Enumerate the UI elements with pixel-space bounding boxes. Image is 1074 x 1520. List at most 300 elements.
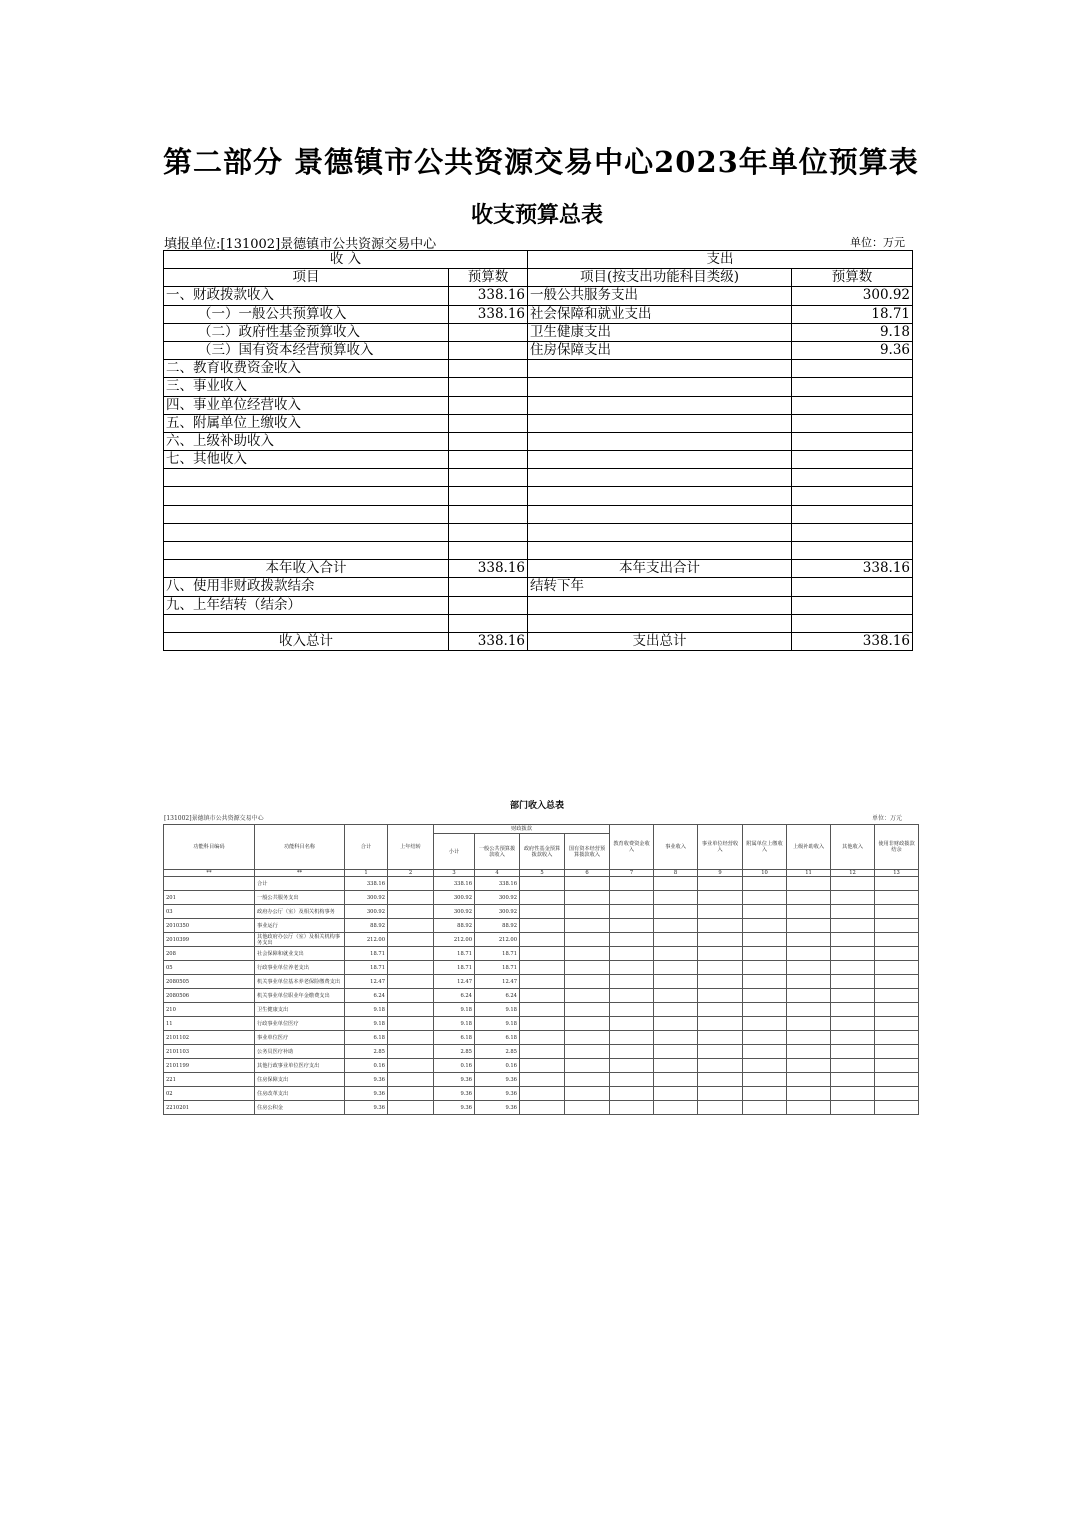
empty-cell [787,905,831,919]
empty-cell [875,1073,919,1087]
year-expense-total-label: 本年支出合计 [528,560,792,578]
expense-item [528,360,792,378]
row-name: 机关事业单位职业年金缴费支出 [255,989,345,1003]
empty-cell [520,905,565,919]
income-row [164,877,919,891]
row-total: 18.71 [345,961,388,975]
row-general: 12.47 [475,975,520,989]
empty-cell [743,1101,787,1115]
expense-value [792,542,913,560]
row-last-year [388,1017,434,1031]
index-cell: 10 [743,870,787,877]
page-title: 第二部分 景德镇市公共资源交易中心2023年单位预算表 [163,145,919,179]
income-value [449,487,528,505]
expense-value: 9.36 [792,341,913,359]
row-total: 6.24 [345,989,388,1003]
table1-header-row [164,251,913,269]
empty-cell [520,1059,565,1073]
empty-cell [610,905,654,919]
income-value [449,323,528,341]
empty-cell [698,877,743,891]
row-total: 18.71 [345,947,388,961]
index-row [164,870,919,877]
budget-row [164,323,913,341]
budget-row [164,305,913,323]
empty-cell [654,1003,698,1017]
empty-cell [743,1087,787,1101]
empty-cell [654,1101,698,1115]
empty-cell [565,905,610,919]
table1-title: 收支预算总表 [470,202,603,228]
income-item [164,523,449,541]
row-general: 9.18 [475,1003,520,1017]
row-name: 其他行政事业单位医疗支出 [255,1059,345,1073]
h-other: 其他收入 [831,825,875,870]
grand-total-row [164,632,913,650]
empty-cell [787,989,831,1003]
expense-item [528,451,792,469]
expense-value [792,469,913,487]
row-last-year [388,891,434,905]
empty-cell [875,877,919,891]
empty-cell [565,947,610,961]
row-name: 行政事业单位医疗 [255,1017,345,1031]
h-edu: 教育收费资金收入 [610,825,654,870]
income-row [164,1017,919,1031]
empty-cell [520,933,565,947]
row-general: 338.16 [475,877,520,891]
table2-title: 部门收入总表 [509,801,564,811]
h-business: 事业收入 [654,825,698,870]
income-row [164,919,919,933]
empty-cell [565,1003,610,1017]
row-code: 2101103 [164,1045,255,1059]
row-total: 300.92 [345,905,388,919]
row-last-year [388,1087,434,1101]
empty-cell [875,891,919,905]
row-last-year [388,961,434,975]
h-state: 国有资本经营预算拨款收入 [565,834,610,870]
empty-cell [698,1101,743,1115]
index-cell: 2 [388,870,434,877]
row-name: 机关事业单位基本养老保险缴费支出 [255,975,345,989]
empty-cell [565,1059,610,1073]
income-total: 338.16 [449,632,528,650]
empty-cell [565,891,610,905]
empty-cell [743,989,787,1003]
empty-cell [831,961,875,975]
income-value [449,542,528,560]
row-last-year [388,989,434,1003]
budget-row [164,523,913,541]
index-cell: 7 [610,870,654,877]
row-code: 221 [164,1073,255,1087]
empty-cell [610,933,654,947]
empty-cell [654,975,698,989]
empty-cell [743,891,787,905]
empty-cell [565,989,610,1003]
empty-cell [787,1101,831,1115]
row-total: 9.18 [345,1003,388,1017]
empty-cell [520,961,565,975]
index-cell: 1 [345,870,388,877]
row-subtotal: 9.36 [434,1073,475,1087]
empty-cell [831,975,875,989]
empty-cell [875,1059,919,1073]
row-general: 88.92 [475,919,520,933]
h-fiscal: 财政拨款 [434,825,610,834]
income-item: 七、其他收入 [164,451,449,469]
h-code: 功能科目编码 [164,825,255,870]
empty-cell [520,1003,565,1017]
row-total: 12.47 [345,975,388,989]
empty-cell [875,989,919,1003]
empty-cell [698,891,743,905]
empty-cell [610,1073,654,1087]
budget-row [164,287,913,305]
department-income-table [163,824,919,1115]
row-total: 212.00 [345,933,388,947]
empty-cell [875,1087,919,1101]
row-subtotal: 12.47 [434,975,475,989]
row-subtotal: 9.36 [434,1101,475,1115]
row-subtotal: 9.18 [434,1003,475,1017]
index-cell: 13 [875,870,919,877]
empty-cell [610,1045,654,1059]
expense-value: 9.18 [792,323,913,341]
empty-cell [610,1031,654,1045]
expense-header: 支出 [528,251,913,269]
income-item: 五、附属单位上缴收入 [164,414,449,432]
expense-value [792,396,913,414]
h-general: 一般公共预算拨款收入 [475,834,520,870]
empty-cell [743,975,787,989]
row-last-year [388,1045,434,1059]
empty-cell [610,1101,654,1115]
empty-cell [787,947,831,961]
table1-column-row [164,269,913,287]
empty-cell [654,1017,698,1031]
row-total: 9.18 [345,1017,388,1031]
row-last-year [388,1031,434,1045]
income-row [164,947,919,961]
empty-cell [787,891,831,905]
budget-row [164,414,913,432]
empty-cell [743,919,787,933]
h-operation: 事业单位经营收入 [698,825,743,870]
income-item [164,487,449,505]
budget-row [164,505,913,523]
empty-cell [875,919,919,933]
empty-cell [654,1073,698,1087]
carry-next-label: 结转下年 [528,578,792,596]
row-subtotal: 88.92 [434,919,475,933]
empty-cell [787,1017,831,1031]
empty-cell [743,1003,787,1017]
empty-cell [698,1017,743,1031]
row-general: 0.16 [475,1059,520,1073]
row-name: 住房公积金 [255,1101,345,1115]
empty-cell [787,975,831,989]
empty-cell [698,1073,743,1087]
empty-cell [787,1073,831,1087]
index-cell: ** [164,870,255,877]
row-general: 18.71 [475,961,520,975]
row-name: 一般公共服务支出 [255,891,345,905]
empty-cell [565,1087,610,1101]
income-row [164,891,919,905]
income-row [164,1101,919,1115]
row-subtotal: 2.85 [434,1045,475,1059]
empty-cell [831,1059,875,1073]
empty-cell [743,1073,787,1087]
row-general: 6.24 [475,989,520,1003]
income-item: 三、事业收入 [164,378,449,396]
row-general: 212.00 [475,933,520,947]
row-code: 03 [164,905,255,919]
nonfiscal-label: 八、使用非财政拨款结余 [164,578,449,596]
row-subtotal: 18.71 [434,961,475,975]
expense-item [528,469,792,487]
empty-cell [831,1045,875,1059]
income-item [164,469,449,487]
row-code: 2080506 [164,989,255,1003]
row-subtotal: 300.92 [434,891,475,905]
nonfiscal-row [164,578,913,596]
empty-cell [698,1003,743,1017]
row-code: 2101199 [164,1059,255,1073]
index-cell: 12 [831,870,875,877]
empty-cell [743,961,787,975]
empty-cell [565,1045,610,1059]
empty-cell [520,1073,565,1087]
col-budget: 预算数 [449,269,528,287]
row-code: 2010399 [164,933,255,947]
expense-item [528,542,792,560]
h-name: 功能科目名称 [255,825,345,870]
budget-row [164,451,913,469]
empty-cell [565,1017,610,1031]
empty-cell [698,1031,743,1045]
income-value [449,523,528,541]
empty-cell [831,933,875,947]
empty-cell [654,905,698,919]
expense-item [528,396,792,414]
row-general: 9.36 [475,1087,520,1101]
row-name: 社会保障和就业支出 [255,947,345,961]
table2-currency-label: 单位：万元 [872,815,903,822]
row-code: 210 [164,1003,255,1017]
row-total: 6.18 [345,1031,388,1045]
income-value: 338.16 [449,287,528,305]
income-row [164,1059,919,1073]
row-name: 事业运行 [255,919,345,933]
empty-cell [610,947,654,961]
empty-cell [520,891,565,905]
empty-cell [875,905,919,919]
income-item: 一、财政拨款收入 [164,287,449,305]
expense-value [792,378,913,396]
income-item [164,505,449,523]
index-cell: 3 [434,870,475,877]
expense-item: 社会保障和就业支出 [528,305,792,323]
empty-cell [743,905,787,919]
row-last-year [388,975,434,989]
budget-row [164,341,913,359]
last-year-label: 九、上年结转（结余） [164,596,449,614]
index-cell: 9 [698,870,743,877]
row-code: 02 [164,1087,255,1101]
empty-cell [520,947,565,961]
row-last-year [388,933,434,947]
income-row [164,1045,919,1059]
empty-cell [787,919,831,933]
row-total: 300.92 [345,891,388,905]
empty-cell [875,961,919,975]
income-row [164,905,919,919]
empty-cell [831,1003,875,1017]
blank-row [164,614,913,632]
row-name: 事业单位医疗 [255,1031,345,1045]
expense-item [528,523,792,541]
col-item: 项目 [164,269,449,287]
empty-cell [831,919,875,933]
income-row [164,961,919,975]
empty-cell [875,975,919,989]
row-name: 住房改革支出 [255,1087,345,1101]
empty-cell [610,961,654,975]
empty-cell [520,919,565,933]
empty-cell [610,975,654,989]
empty-cell [698,905,743,919]
income-total-label: 收入总计 [164,632,449,650]
row-last-year [388,1059,434,1073]
empty-cell [520,1087,565,1101]
budget-row [164,396,913,414]
empty-cell [654,989,698,1003]
row-name: 其他政府办公厅（室）及相关机构事务支出 [255,933,345,947]
empty-cell [654,947,698,961]
row-general: 9.36 [475,1073,520,1087]
table1-currency-label: 单位：万元 [850,236,905,249]
row-last-year [388,1073,434,1087]
income-item [164,542,449,560]
index-cell: 11 [787,870,831,877]
empty-cell [743,877,787,891]
row-name: 政府办公厅（室）及相关机构事务 [255,905,345,919]
income-value [449,505,528,523]
expense-item: 卫生健康支出 [528,323,792,341]
row-code: 2080505 [164,975,255,989]
empty-cell [831,1087,875,1101]
row-total: 338.16 [345,877,388,891]
income-row [164,1073,919,1087]
row-code [164,877,255,891]
empty-cell [565,919,610,933]
income-item: 六、上级补助收入 [164,432,449,450]
empty-cell [787,1059,831,1073]
income-value [449,396,528,414]
row-code: 2010350 [164,919,255,933]
budget-row [164,360,913,378]
row-last-year [388,947,434,961]
empty-cell [654,1045,698,1059]
empty-cell [698,1045,743,1059]
year-income-total-label: 本年收入合计 [164,560,449,578]
expense-item [528,432,792,450]
expense-value [792,414,913,432]
income-value [449,432,528,450]
table2-unit-label: [131002]景德镇市公共资源交易中心 [164,815,264,822]
empty-cell [787,933,831,947]
empty-cell [565,975,610,989]
expense-item [528,378,792,396]
empty-cell [875,1045,919,1059]
index-cell: 8 [654,870,698,877]
row-general: 9.18 [475,1017,520,1031]
income-value [449,451,528,469]
budget-row [164,469,913,487]
empty-cell [787,877,831,891]
row-last-year [388,1101,434,1115]
empty-cell [875,947,919,961]
empty-cell [610,1059,654,1073]
empty-cell [698,1059,743,1073]
income-value [449,378,528,396]
budget-row [164,378,913,396]
income-value [449,469,528,487]
expense-item [528,505,792,523]
empty-cell [698,919,743,933]
empty-cell [787,1045,831,1059]
year-income-total: 338.16 [449,560,528,578]
empty-cell [875,1017,919,1031]
income-header: 收 入 [164,251,528,269]
empty-cell [831,905,875,919]
col-expense-budget: 预算数 [792,269,913,287]
empty-cell [875,933,919,947]
row-last-year [388,919,434,933]
year-total-row [164,560,913,578]
empty-cell [520,975,565,989]
expense-total-label: 支出总计 [528,632,792,650]
empty-cell [787,961,831,975]
row-code: 2210201 [164,1101,255,1115]
empty-cell [565,933,610,947]
expense-total: 338.16 [792,632,913,650]
row-subtotal: 300.92 [434,905,475,919]
income-row [164,989,919,1003]
budget-row [164,432,913,450]
empty-cell [610,877,654,891]
empty-cell [698,961,743,975]
empty-cell [520,1045,565,1059]
empty-cell [831,947,875,961]
row-name: 住房保障支出 [255,1073,345,1087]
h-total: 合计 [345,825,388,870]
empty-cell [698,975,743,989]
empty-cell [743,1059,787,1073]
row-last-year [388,1003,434,1017]
row-subtotal: 9.18 [434,1017,475,1031]
empty-cell [610,1087,654,1101]
empty-cell [610,919,654,933]
row-name: 行政事业单位养老支出 [255,961,345,975]
row-subtotal: 18.71 [434,947,475,961]
income-row [164,1087,919,1101]
income-item: 二、教育收费资金收入 [164,360,449,378]
row-general: 18.71 [475,947,520,961]
